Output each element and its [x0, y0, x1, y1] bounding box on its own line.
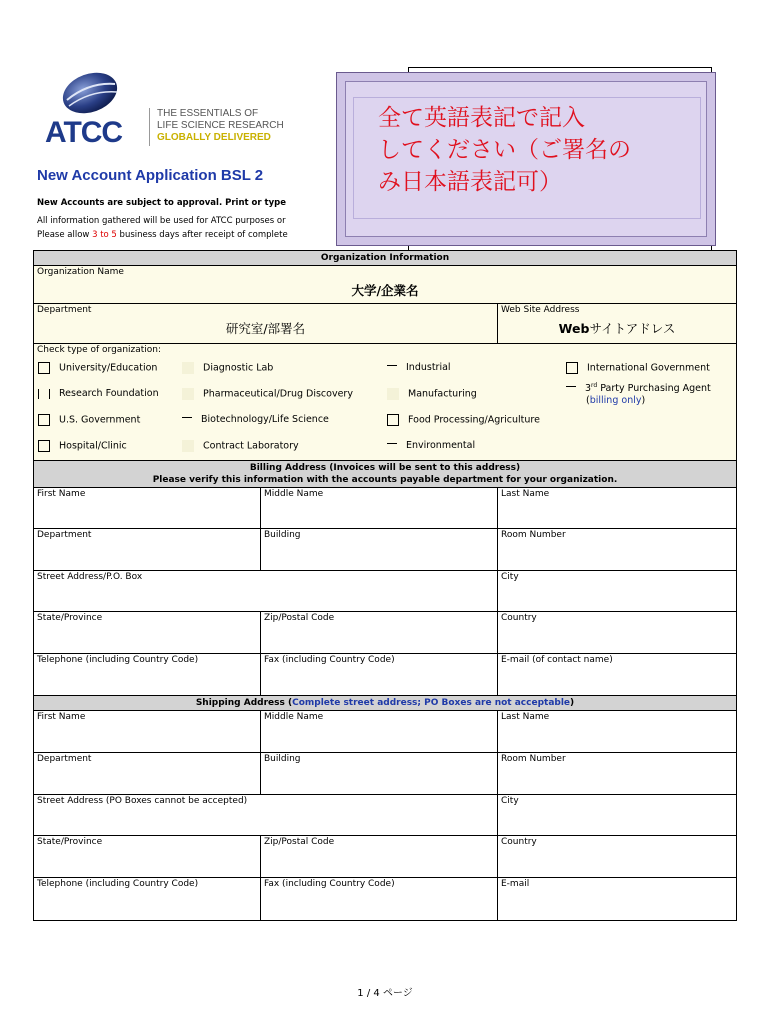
form-title: New Account Application BSL 2 [37, 167, 264, 184]
checkbox[interactable] [566, 386, 576, 392]
logo-divider [149, 108, 150, 146]
note-text: 全て英語表記で記入 してください（ご署名の み日本語表記可） [353, 97, 701, 219]
checkbox[interactable] [182, 362, 194, 374]
checkbox[interactable] [38, 362, 50, 374]
billing-telephone[interactable]: Telephone (including Country Code) [34, 654, 261, 696]
website-field[interactable]: Web Site Address Webサイトアドレス [498, 304, 737, 344]
type-university[interactable]: University/Education [38, 362, 157, 374]
billing-country[interactable]: Country [498, 612, 737, 654]
type-research[interactable]: Research Foundation [38, 388, 159, 399]
billing-middle-name[interactable]: Middle Name [261, 488, 498, 529]
department-value: 研究室/部署名 [225, 321, 306, 336]
shipping-header: Shipping Address (Complete street address; PO Boxes are not acceptable) [34, 696, 737, 711]
billing-zip[interactable]: Zip/Postal Code [261, 612, 498, 654]
billing-city[interactable]: City [498, 571, 737, 612]
billing-fax[interactable]: Fax (including Country Code) [261, 654, 498, 696]
organization-name-value: 大学/企業名 [351, 283, 419, 298]
checkbox[interactable] [38, 440, 50, 452]
checkbox[interactable] [387, 414, 399, 426]
type-us-gov[interactable]: U.S. Government [38, 414, 140, 426]
department-field[interactable]: Department 研究室/部署名 [34, 304, 498, 344]
organization-header: Organization Information [34, 251, 737, 266]
shipping-middle-name[interactable]: Middle Name [261, 711, 498, 753]
logo-tagline: THE ESSENTIALS OF LIFE SCIENCE RESEARCH GLOBALLY DELIVERED [157, 108, 284, 143]
type-industrial[interactable]: Industrial [387, 362, 451, 373]
approval-note: New Accounts are subject to approval. Print or type [37, 198, 286, 208]
shipping-room[interactable]: Room Number [498, 753, 737, 795]
type-intl-gov[interactable]: International Government [566, 362, 710, 374]
website-value: Webサイトアドレス [558, 321, 676, 336]
checkbox[interactable] [387, 388, 399, 400]
shipping-street[interactable]: Street Address (PO Boxes cannot be accepted) [34, 795, 498, 836]
billing-building[interactable]: Building [261, 529, 498, 571]
billing-header: Billing Address (Invoices will be sent to this address) Please verify this information with the accounts payable department for your organization. [34, 461, 737, 488]
type-hospital[interactable]: Hospital/Clinic [38, 440, 127, 452]
shipping-department[interactable]: Department [34, 753, 261, 795]
type-diagnostic[interactable]: Diagnostic Lab [182, 362, 273, 374]
billing-street[interactable]: Street Address/P.O. Box [34, 571, 498, 612]
type-environmental[interactable]: Environmental [387, 440, 475, 451]
shipping-fax[interactable]: Fax (including Country Code) [261, 878, 498, 921]
type-manufacturing[interactable]: Manufacturing [387, 388, 477, 400]
checkbox[interactable] [182, 388, 194, 400]
shipping-state[interactable]: State/Province [34, 836, 261, 878]
shipping-zip[interactable]: Zip/Postal Code [261, 836, 498, 878]
type-contract[interactable]: Contract Laboratory [182, 440, 299, 452]
shipping-first-name[interactable]: First Name [34, 711, 261, 753]
checkbox[interactable] [38, 389, 50, 399]
shipping-country[interactable]: Country [498, 836, 737, 878]
shipping-building[interactable]: Building [261, 753, 498, 795]
checkbox[interactable] [387, 443, 397, 449]
info-line-1: All information gathered will be used for ATCC purposes or [37, 216, 286, 226]
checkbox[interactable] [566, 362, 578, 374]
page-number: 1 / 4 ページ [357, 988, 413, 999]
shipping-city[interactable]: City [498, 795, 737, 836]
type-food[interactable]: Food Processing/Agriculture [387, 414, 540, 426]
organization-name-field[interactable]: Organization Name 大学/企業名 [34, 266, 737, 304]
logo-wordmark: ATCC [45, 116, 123, 149]
info-line-2: Please allow 3 to 5 business days after receipt of complete [37, 230, 288, 240]
shipping-telephone[interactable]: Telephone (including Country Code) [34, 878, 261, 921]
billing-room[interactable]: Room Number [498, 529, 737, 571]
shipping-email[interactable]: E-mail [498, 878, 737, 921]
atcc-logo [45, 72, 305, 152]
billing-first-name[interactable]: First Name [34, 488, 261, 529]
shipping-last-name[interactable]: Last Name [498, 711, 737, 753]
checkbox[interactable] [182, 417, 192, 423]
type-pharma[interactable]: Pharmaceutical/Drug Discovery [182, 388, 353, 400]
sticky-note[interactable] [336, 72, 716, 246]
checkbox[interactable] [182, 440, 194, 452]
checkbox[interactable] [38, 414, 50, 426]
billing-email[interactable]: E-mail (of contact name) [498, 654, 737, 696]
billing-state[interactable]: State/Province [34, 612, 261, 654]
type-third-party[interactable]: 3rd Party Purchasing Agent (billing only) [566, 380, 711, 407]
globe-icon [59, 72, 121, 114]
billing-last-name[interactable]: Last Name [498, 488, 737, 529]
application-form [33, 250, 737, 921]
checkbox[interactable] [387, 365, 397, 371]
type-biotech[interactable]: Biotechnology/Life Science [182, 414, 329, 425]
organization-type-section: Check type of organization: University/Education Diagnostic Lab Industrial International Government Research Foundation Pharmaceutical/Drug Discovery Manufacturing 3rd Party Purchasing Agent (billing only) U.S. Government Biotechnology/Life Science Food Processing/Agriculture Hospital/Clinic Contract Laboratory Environmental [34, 344, 737, 461]
billing-department[interactable]: Department [34, 529, 261, 571]
